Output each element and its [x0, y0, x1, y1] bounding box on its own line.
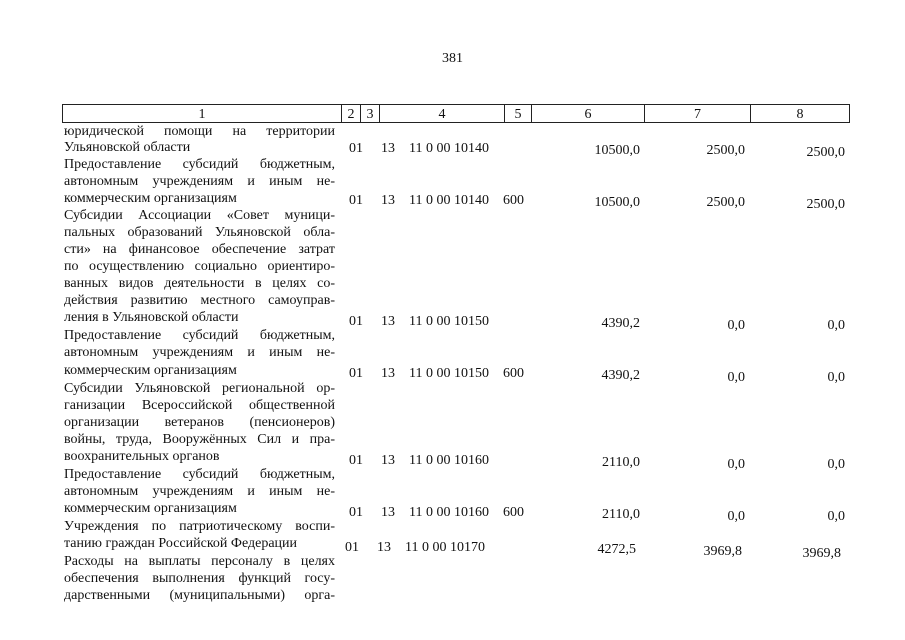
description-line: организации ветеранов (пенсионеров) [64, 415, 335, 430]
table-header-row [62, 104, 850, 123]
header-col-6: 6 [532, 105, 645, 122]
description-line: коммерческим организациям [64, 363, 237, 378]
cell-amount-6: 2110,0 [602, 507, 640, 522]
cell-section: 01 [349, 453, 363, 468]
cell-section: 01 [345, 540, 359, 555]
header-col-1: 1 [63, 105, 342, 122]
cell-target-code: 11 0 00 10140 [409, 193, 489, 208]
cell-amount-7: 0,0 [727, 457, 745, 472]
cell-section: 01 [349, 141, 363, 156]
description-line: по осуществлению социально ориентиро- [64, 259, 335, 274]
cell-amount-7: 0,0 [727, 509, 745, 524]
description-line: пальных образований Ульяновской обла- [64, 225, 335, 240]
cell-subsection: 13 [377, 540, 391, 555]
cell-subsection: 13 [381, 314, 395, 329]
cell-amount-8: 0,0 [827, 457, 845, 472]
cell-target-code: 11 0 00 10150 [409, 314, 489, 329]
description-line: Предоставление субсидий бюджетным, [64, 467, 335, 482]
cell-target-code: 11 0 00 10150 [409, 366, 489, 381]
description-line: Ульяновской области [64, 140, 191, 155]
cell-amount-6: 4390,2 [601, 368, 640, 383]
cell-subsection: 13 [381, 141, 395, 156]
header-col-7: 7 [645, 105, 751, 122]
cell-amount-7: 2500,0 [706, 143, 745, 158]
description-line: ганизации Всероссийской общественной [64, 398, 335, 413]
cell-amount-6: 4390,2 [601, 316, 640, 331]
cell-section: 01 [349, 314, 363, 329]
cell-amount-6: 10500,0 [594, 143, 640, 158]
cell-section: 01 [349, 366, 363, 381]
description-line: Субсидии Ассоциации «Совет муници- [64, 208, 335, 223]
description-line: Предоставление субсидий бюджетным, [64, 157, 335, 172]
description-line: автономным учреждениям и иным не- [64, 345, 335, 360]
description-line: войны, труда, Вооружённых Сил и пра- [64, 432, 335, 447]
cell-amount-7: 0,0 [727, 318, 745, 333]
header-col-8: 8 [796, 107, 804, 122]
cell-amount-6: 10500,0 [594, 195, 640, 210]
description-line: ления в Ульяновской области [64, 310, 239, 325]
cell-amount-8: 3969,8 [802, 546, 841, 561]
cell-subsection: 13 [381, 453, 395, 468]
cell-subsection: 13 [381, 505, 395, 520]
cell-section: 01 [349, 505, 363, 520]
cell-target-code: 11 0 00 10140 [409, 141, 489, 156]
header-col-4: 4 [380, 105, 505, 122]
description-line: действия развитию местного самоуправ- [64, 293, 335, 308]
description-line: сти» на финансовое обеспечение затрат [64, 242, 335, 257]
cell-amount-8: 2500,0 [806, 145, 845, 160]
description-line: автономным учреждениям и иным не- [64, 484, 335, 499]
description-line: коммерческим организациям [64, 191, 237, 206]
page-number: 381 [442, 51, 463, 66]
cell-expense-type: 600 [503, 366, 524, 381]
cell-section: 01 [349, 193, 363, 208]
header-col-3: 3 [361, 105, 380, 122]
cell-amount-7: 3969,8 [703, 544, 742, 559]
description-line: воохранительных органов [64, 449, 220, 464]
cell-amount-8: 0,0 [827, 509, 845, 524]
cell-amount-7: 2500,0 [706, 195, 745, 210]
cell-expense-type: 600 [503, 193, 524, 208]
cell-amount-8: 0,0 [827, 318, 845, 333]
cell-target-code: 11 0 00 10160 [409, 453, 489, 468]
header-col-5: 5 [505, 105, 532, 122]
description-line: автономным учреждениям и иным не- [64, 174, 335, 189]
cell-target-code: 11 0 00 10170 [405, 540, 485, 555]
description-line: Учреждения по патриотическому воспи- [64, 519, 335, 534]
description-line: обеспечения выполнения функций госу- [64, 571, 335, 586]
cell-amount-8: 0,0 [827, 370, 845, 385]
description-line: Расходы на выплаты персоналу в целях [64, 554, 335, 569]
cell-amount-7: 0,0 [727, 370, 745, 385]
description-line: дарственными (муниципальными) орга- [64, 588, 335, 603]
cell-expense-type: 600 [503, 505, 524, 520]
description-line: Предоставление субсидий бюджетным, [64, 328, 335, 343]
description-line: Субсидии Ульяновской региональной ор- [64, 381, 335, 396]
header-col-2: 2 [342, 105, 361, 122]
description-line: юридической помощи на территории [64, 124, 335, 139]
description-line: танию граждан Российской Федерации [64, 536, 298, 551]
description-line: коммерческим организациям [64, 501, 237, 516]
cell-subsection: 13 [381, 193, 395, 208]
cell-amount-6: 4272,5 [597, 542, 636, 557]
cell-subsection: 13 [381, 366, 395, 381]
cell-amount-6: 2110,0 [602, 455, 640, 470]
cell-amount-8: 2500,0 [806, 197, 845, 212]
cell-target-code: 11 0 00 10160 [409, 505, 489, 520]
description-line: ванных видов деятельности в целях со- [64, 276, 335, 291]
